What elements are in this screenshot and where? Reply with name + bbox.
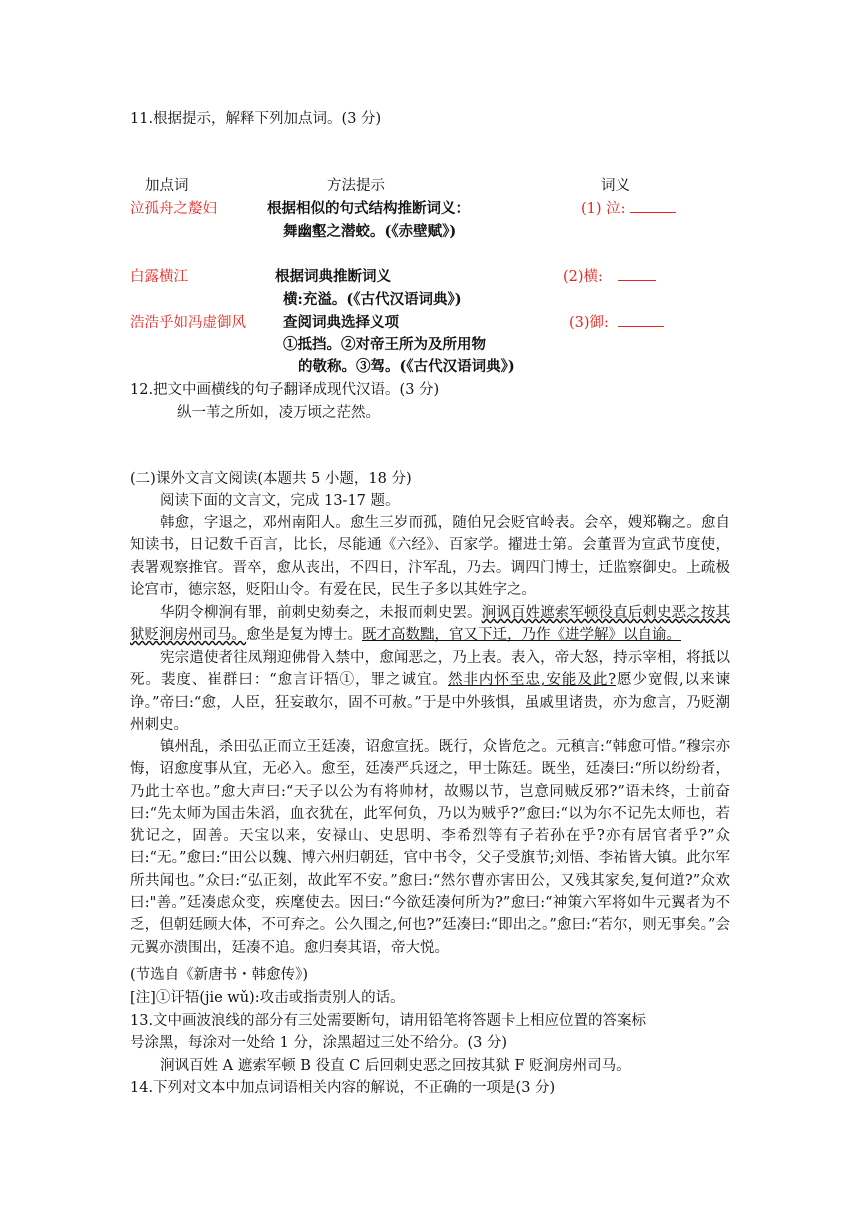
row1-answer [581, 197, 676, 218]
q12-title: 12.把文中画横线的句子翻译成现代汉语。(3 分) [130, 382, 440, 398]
row1-answer-label: (1) 泣: [581, 201, 626, 217]
row2-method-line2: 横:充溢。(《古代汉语词典》) [283, 291, 462, 308]
passage-paragraph-2 [130, 602, 730, 647]
q13-options: 涧讽百姓 A 遮索军顿 B 役直 C 后回刺史恶之回按其狱 F 贬涧房州司马。 [160, 1058, 631, 1074]
row3-answer-label: (3)御: [569, 315, 609, 331]
p2-wavy-sentence: 涧讽百姓遮索军顿役直后刺史恶之按其狱贬涧房州司马。 [130, 605, 731, 644]
row3-answer-blank[interactable] [618, 312, 664, 327]
header-method: 方法提示 [327, 178, 385, 194]
row2-method-line1: 根据词典推断词义 [275, 268, 391, 285]
section2-title: (二)课外文言文阅读(本题共 5 小题，18 分) [130, 471, 412, 487]
row1-word: 泣孤舟之嫠妇 [130, 201, 217, 217]
row2-word: 白露横江 [130, 269, 188, 285]
row2-answer-label: (2)横: [563, 269, 603, 285]
p3-text-a: 宪宗遣使者往凤翔迎佛骨入禁中，愈闻恶之，乃上表。表入，帝大怒，持示宰相，将抵以死。裴度、崔群曰：“愈言讦牾①，罪之诚宜。 [130, 650, 730, 689]
p3-underlined-sentence: 然非内怀至忠,安能及此? [447, 672, 617, 689]
row3-answer [569, 311, 664, 332]
passage-source: (节选自《新唐书・韩愈传》) [130, 967, 309, 983]
section2-instruction: 阅读下面的文言文，完成 13-17 题。 [160, 493, 400, 509]
row2-answer-blank[interactable] [618, 266, 656, 281]
row3-method-line2: ①抵挡。②对帝王所为及所用物 [283, 336, 486, 353]
row1-method-line1: 根据相似的句式结构推断词义： [267, 200, 470, 217]
row3-method-line1: 查阅词典选择义项 [283, 314, 399, 331]
p2-text-a: 华阴令柳涧有罪，前刺史劾奏之，未报而刺史罢。 [160, 605, 482, 621]
passage-paragraph-4: 镇州乱，杀田弘正而立王廷凑，诏愈宣抚。既行，众皆危之。元稹言:“韩愈可惜。”穆宗亦悔，诏愈度事从宜，无必入。愈至，廷凑严兵迓之，甲士陈廷。既坐，廷凑曰:“所以纷纷者，乃此士卒也。”愈大声曰:“天子以公为有将帅材，故赐以节，岂意同贼反邪?”语未终，士前奋曰:“先太师为国击朱滔，血衣犹在，此军何负，乃以为贼乎?”愈曰:“以为尔不记先太师也，若犹记之，固善。天宝以来，安禄山、史思明、李希烈等有子若孙在乎?亦有居官者乎?”众曰:“无。”愈曰:“田公以魏、博六州归朝廷，官中书令，父子受旗节;刘悟、李祐皆大镇。此尔军所共闻也。”众曰:“弘正刻，故此军不安。”愈曰:“然尔曹亦害田公，又残其家矣,复何道?”众欢曰:"善。”廷凑虑众变，疾麾使去。因曰:“今欲廷凑何所为?”愈曰:“神策六军将如牛元翼者为不乏，但朝廷顾大体，不可弃之。公久围之,何也?”廷凑曰:“即出之。”愈曰:“若尔，则无事矣。”会元翼亦溃围出，廷凑不追。愈归奏其语，帝大悦。 [130, 739, 730, 956]
q14-title: 14.下列对文本中加点词语相关内容的解说，不正确的一项是(3 分) [130, 1080, 556, 1096]
passage-note: [注]①讦牾(jie wǔ):攻击或指责别人的话。 [130, 990, 405, 1006]
row3-method-line3: 的敬称。③驾。(《古代汉语词典》) [298, 358, 515, 375]
passage-paragraph-3 [130, 647, 730, 736]
row3-word: 浩浩乎如冯虚御风 [130, 315, 246, 331]
p2-underlined-sentence: 既才高数黜，官又下迁，乃作《进学解》以自谕。 [362, 627, 681, 644]
p3-text-c: 愿少宽假,以来谏诤。”帝曰:“愈，人臣，狂妄敢尔，固不可赦。”于是中外骇惧，虽戚里诸贵，亦为愈言，乃贬潮州刺史。 [130, 672, 731, 733]
passage-paragraph-1: 韩愈，字退之，邓州南阳人。愈生三岁而孤，随伯兄会贬官岭表。会卒，嫂郑鞠之。愈自知读书，日记数千百言，比长，尽能通《六经》、百家学。擢进士第。会董晋为宣武节度使，表署观察推官。晋卒，愈从丧出，不四日，汴军乱，乃去。调四门博士，迁监察御史。上疏极论宫市，德宗怒，贬阳山令。有爱在民，民生子多以其姓字之。 [130, 515, 730, 598]
q12-sentence: 纵一苇之所如，凌万顷之茫然。 [177, 405, 380, 421]
header-word: 加点词 [145, 178, 189, 194]
p2-text-c: 愈坐是复为博士。 [246, 627, 362, 644]
q13-line1: 13.文中画波浪线的部分有三处需要断句，请用铅笔将答题卡上相应位置的答案标 [130, 1013, 647, 1029]
row2-answer [563, 265, 656, 286]
row1-method-line2: 舞幽壑之潜蛟。(《赤壁赋》) [283, 223, 457, 240]
q13-line2: 号涂黑，每涂对一处给 1 分，涂黑超过三处不给分。(3 分) [130, 1035, 508, 1051]
row1-answer-blank[interactable] [630, 198, 676, 213]
header-meaning: 词义 [601, 178, 630, 194]
q11-title: 11.根据提示，解释下列加点词。(3 分) [130, 111, 382, 127]
